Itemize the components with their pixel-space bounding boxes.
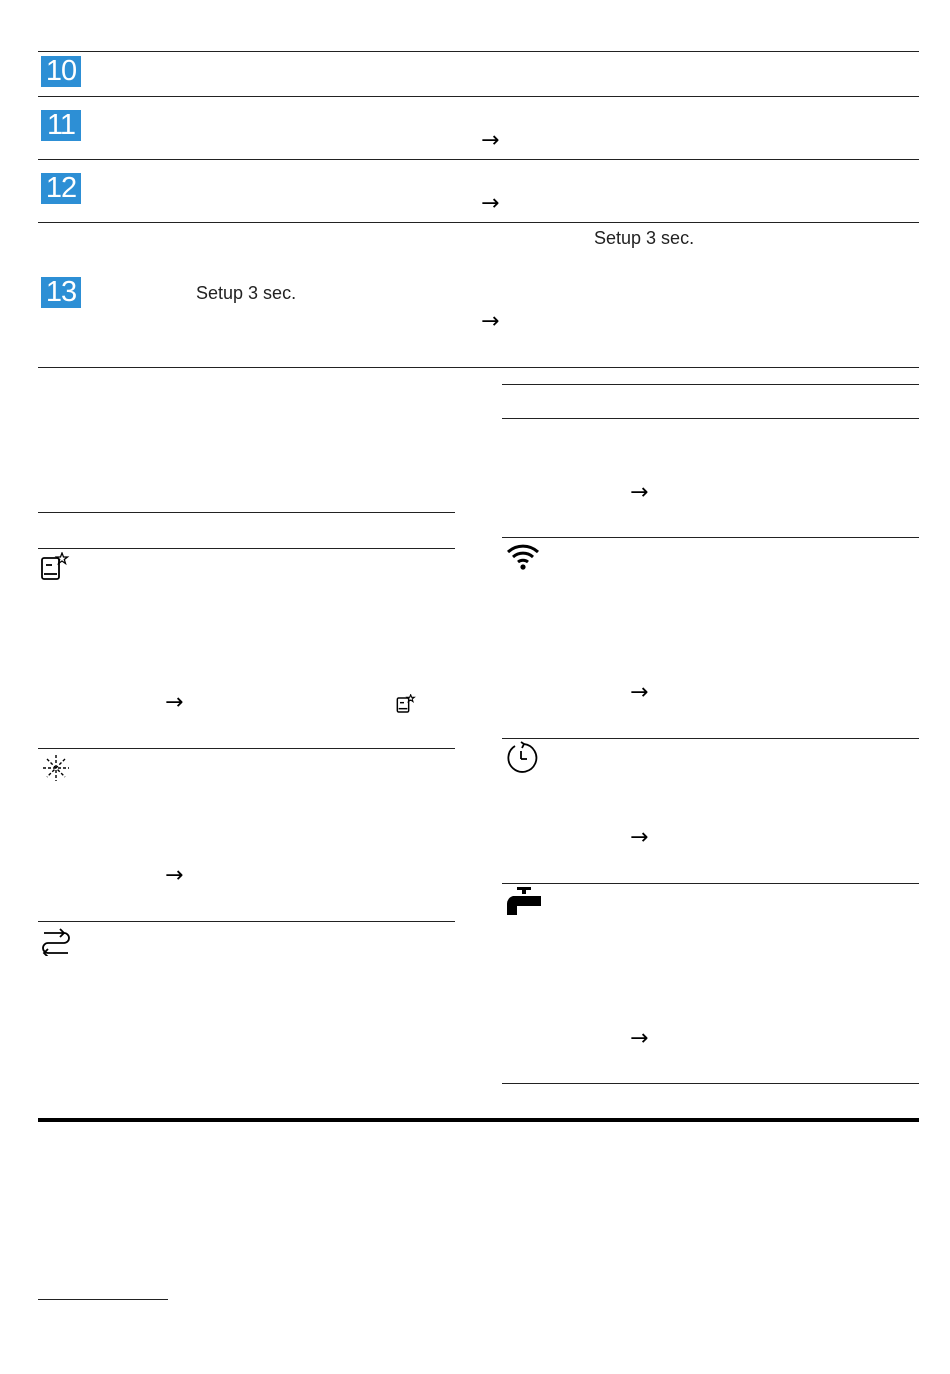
table-rule [38, 367, 919, 368]
arrow-rinse-aid: → [165, 690, 184, 715]
arrow-step-13: → [481, 309, 500, 334]
table-rule [38, 96, 919, 97]
loop-cycle-icon [40, 926, 72, 956]
arrow-step-12: → [481, 191, 500, 216]
section-divider [38, 1118, 919, 1122]
arrow-shine: → [165, 863, 184, 888]
step-badge-11: 11 [41, 110, 81, 141]
wifi-icon [506, 542, 540, 572]
shine-sparkle-icon [42, 754, 70, 782]
table-rule [502, 418, 919, 419]
setup-label-left: Setup 3 sec. [196, 283, 297, 303]
table-rule [38, 748, 455, 749]
arrow-wifi: → [630, 680, 649, 705]
table-rule [502, 384, 919, 385]
step-badge-13: 13 [41, 277, 81, 308]
arrow-right-1: → [630, 480, 649, 505]
table-rule [38, 921, 455, 922]
table-rule [38, 159, 919, 160]
table-rule [502, 738, 919, 739]
timer-icon [505, 741, 539, 775]
setup-label-right: Setup 3 sec. [594, 228, 695, 248]
rinse-aid-refill-icon [396, 694, 416, 714]
table-rule [38, 512, 455, 513]
table-rule [502, 883, 919, 884]
table-rule [502, 1083, 919, 1084]
table-rule [38, 548, 455, 549]
table-rule [502, 537, 919, 538]
arrow-water-tap: → [630, 1026, 649, 1051]
arrow-timer: → [630, 825, 649, 850]
step-badge-12: 12 [41, 173, 81, 204]
arrow-step-11: → [481, 128, 500, 153]
table-rule [38, 51, 919, 52]
table-rule [38, 222, 919, 223]
rinse-aid-refill-icon [40, 552, 70, 582]
footnote-rule [38, 1299, 168, 1300]
step-badge-10: 10 [41, 56, 81, 87]
water-tap-icon [505, 886, 543, 918]
